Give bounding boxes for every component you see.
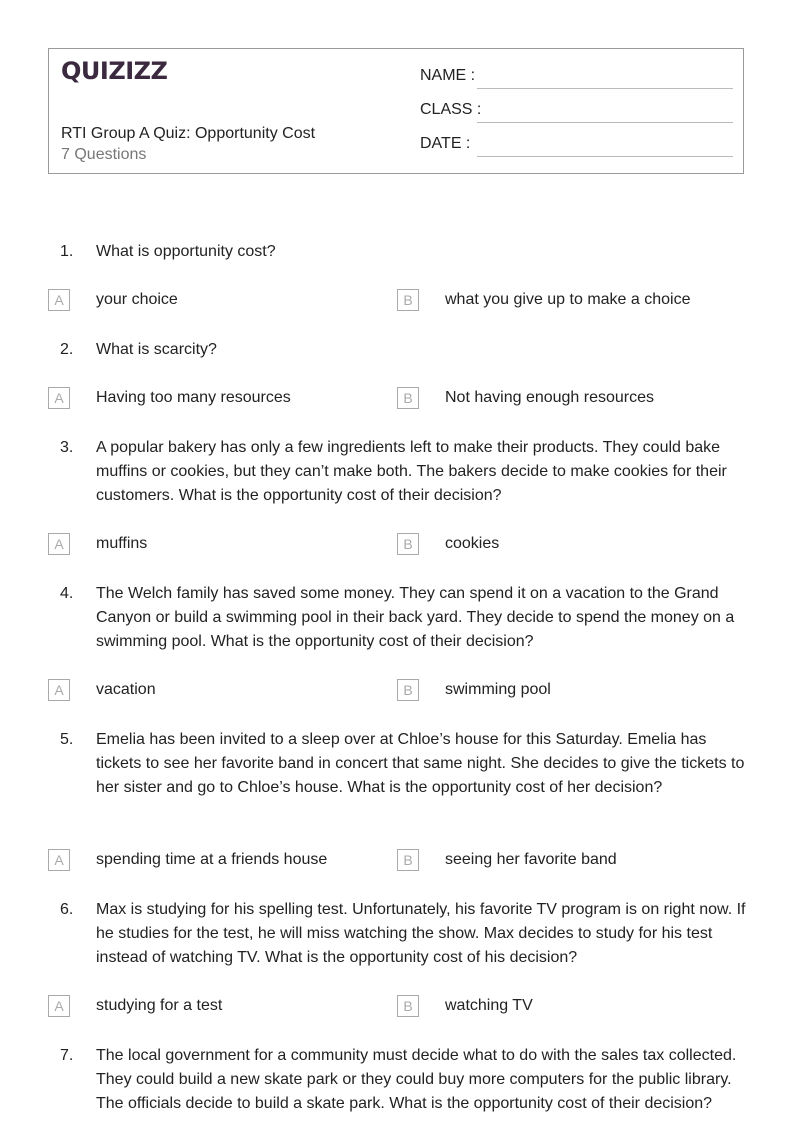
worksheet-header	[48, 48, 744, 174]
name-line	[477, 88, 733, 89]
option-text: muffins	[96, 535, 148, 552]
name-field	[420, 67, 733, 89]
option-letter-box: B	[397, 679, 419, 701]
option-letter-box: B	[397, 289, 419, 311]
question-number: 7.	[60, 1047, 74, 1064]
option-text: vacation	[96, 681, 156, 698]
option-letter-box: A	[48, 387, 70, 409]
option-text: cookies	[445, 535, 500, 552]
option-letter-box: B	[397, 533, 419, 555]
question-count: 7 Questions	[61, 146, 147, 163]
question-number: 2.	[60, 341, 74, 358]
option-text: your choice	[96, 291, 178, 308]
option-letter-box: A	[48, 995, 70, 1017]
date-field	[420, 135, 733, 157]
option-letter-box: A	[48, 679, 70, 701]
question-number: 5.	[60, 731, 74, 748]
option-text: studying for a test	[96, 997, 223, 1014]
option-letter-box: B	[397, 387, 419, 409]
option-text: what you give up to make a choice	[445, 291, 691, 308]
option-letter-box: A	[48, 533, 70, 555]
date-label: DATE :	[420, 135, 471, 152]
question-text: What is scarcity?	[96, 341, 217, 358]
quizizz-logo: QUIZIZZ	[61, 57, 168, 85]
class-label: CLASS :	[420, 101, 482, 118]
question-number: 3.	[60, 439, 74, 456]
option-text: Having too many resources	[96, 389, 291, 406]
option-letter-box: B	[397, 995, 419, 1017]
question-text: Max is studying for his spelling test. Unfortunately, his favorite TV program is on right now. If he studies for the test, he will miss watching the show. Max decides to study for his test instead of watching TV. What is the opportunity cost of his decision?	[96, 901, 746, 966]
option-text: swimming pool	[445, 681, 551, 698]
option-text: spending time at a friends house	[96, 851, 328, 868]
quiz-title: RTI Group A Quiz: Opportunity Cost	[61, 125, 316, 142]
question-text: What is opportunity cost?	[96, 243, 276, 260]
question-number: 6.	[60, 901, 74, 918]
class-field	[420, 101, 733, 123]
question-number: 1.	[60, 243, 74, 260]
question-text: Emelia has been invited to a sleep over at Chloe’s house for this Saturday. Emelia has tickets to see her favorite band in concert that same night. She decides to give the tickets to her sister and go to Chloe’s house. What is the opportunity cost of her decision?	[96, 731, 745, 796]
question-number: 4.	[60, 585, 74, 602]
name-label: NAME :	[420, 67, 476, 84]
question-text: The Welch family has saved some money. They can spend it on a vacation to the Grand Canyon or build a swimming pool in their back yard. They decide to spend the money on a swimming pool. What is the opportunity cost of their decision?	[96, 585, 735, 650]
option-text: seeing her favorite band	[445, 851, 617, 868]
date-line	[477, 156, 733, 157]
option-letter-box: A	[48, 289, 70, 311]
option-letter-box: A	[48, 849, 70, 871]
question-text: The local government for a community must decide what to do with the sales tax collected. They could build a new skate park or they could buy more computers for the public library. The officials decide to build a skate park. What is the opportunity cost of their decision?	[96, 1047, 737, 1112]
question-text: A popular bakery has only a few ingredients left to make their products. They could bake muffins or cookies, but they can’t make both. The bakers decide to make cookies for their customers. What is the opportunity cost of their decision?	[96, 439, 727, 504]
option-text: watching TV	[445, 997, 533, 1014]
option-text: Not having enough resources	[445, 389, 655, 406]
option-letter-box: B	[397, 849, 419, 871]
class-line	[477, 122, 733, 123]
